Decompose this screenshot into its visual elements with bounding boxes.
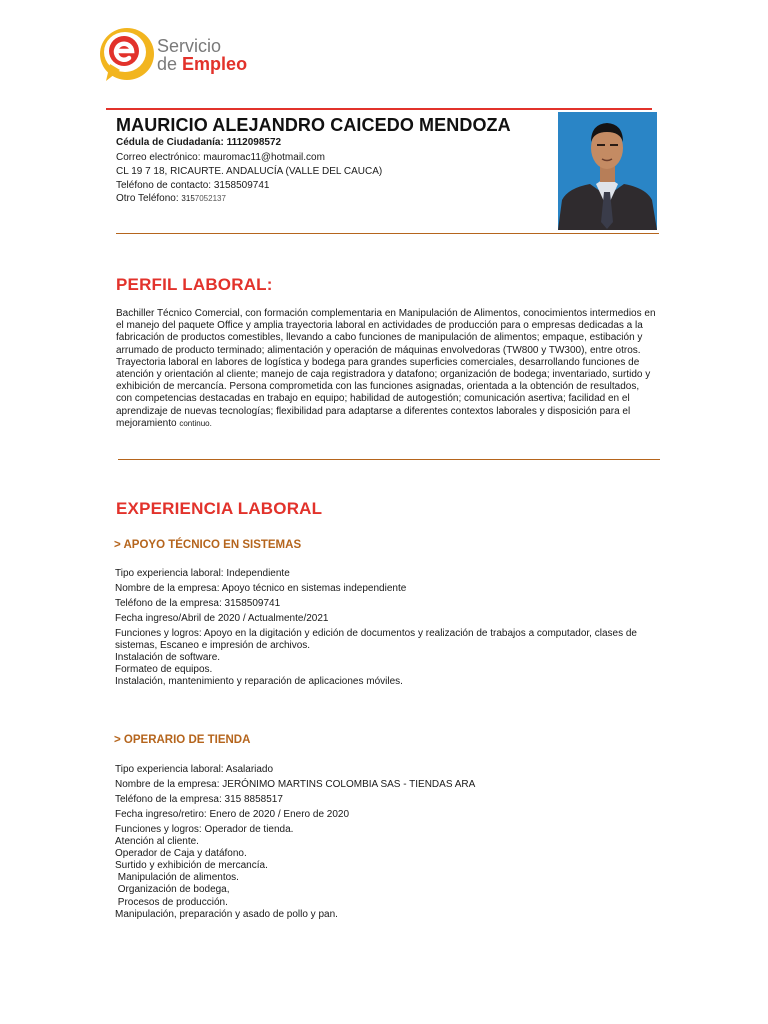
candidate-name: MAURICIO ALEJANDRO CAICEDO MENDOZA (116, 115, 511, 135)
logo-text-servicio: Servicio (157, 36, 222, 56)
job-phone: Teléfono de la empresa: 315 8858517 (115, 794, 283, 805)
contact-phone: Teléfono de contacto: 3158509741 (116, 180, 270, 191)
job-details (115, 566, 655, 688)
list-item: Organización de bodega, (115, 884, 230, 896)
job-functions: Funciones y logros: Apoyo en la digitación y edición de documentos y realización de trabajos a computador, clases de sistemas, Escaneo e impresión de archivos. (115, 628, 637, 652)
servicio-de-empleo-logo (96, 24, 266, 88)
list-item: Instalación de software. (115, 652, 221, 664)
job-type: Tipo experiencia laboral: Independiente (115, 568, 290, 579)
list-item: Atención al cliente. (115, 836, 199, 848)
job-details (115, 762, 475, 921)
list-item: Surtido y exhibición de mercancía. (115, 860, 268, 872)
profile-heading: PERFIL LABORAL: (116, 275, 273, 294)
other-phone: Otro Teléfono: 3157052137 (116, 193, 226, 204)
job-phone: Teléfono de la empresa: 3158509741 (115, 598, 281, 609)
job-dates: Fecha ingreso/Abril de 2020 / Actualmente/2021 (115, 613, 329, 624)
list-item: Operador de Caja y datáfono. (115, 848, 247, 860)
job-title: > APOYO TÉCNICO EN SISTEMAS (114, 539, 302, 551)
job-dates: Fecha ingreso/retiro: Enero de 2020 / Enero de 2020 (115, 809, 350, 820)
experience-heading: EXPERIENCIA LABORAL (116, 499, 323, 518)
list-item: Procesos de producción. (115, 896, 228, 908)
list-item: Manipulación de alimentos. (115, 872, 239, 884)
profile-divider (118, 459, 660, 460)
email: Correo electrónico: mauromac11@hotmail.com (116, 152, 325, 163)
list-item: Formateo de equipos. (115, 664, 213, 676)
profile-photo (558, 112, 657, 230)
list-item: Instalación, mantenimiento y reparación de aplicaciones móviles. (115, 676, 403, 688)
job-functions: Funciones y logros: Operador de tienda. (115, 824, 294, 835)
logo-text-de-empleo: de Empleo (157, 54, 248, 74)
job-type: Tipo experiencia laboral: Asalariado (115, 764, 274, 775)
id-number: Cédula de Ciudadanía: 1112098572 (116, 137, 282, 148)
job-company: Nombre de la empresa: Apoyo técnico en sistemas independiente (115, 583, 407, 594)
address: CL 19 7 18, RICAURTE. ANDALUCÍA (VALLE DEL CAUCA) (116, 166, 383, 177)
header-divider (106, 108, 652, 110)
person-photo-icon (558, 112, 657, 230)
servicio-empleo-emblem-icon (96, 24, 156, 84)
job-title: > OPERARIO DE TIENDA (114, 734, 251, 746)
job-company: Nombre de la empresa: JERÓNIMO MARTINS COLOMBIA SAS - TIENDAS ARA (115, 779, 476, 790)
header-bottom-divider (116, 233, 659, 234)
profile-text: Bachiller Técnico Comercial, con formación complementaria en Manipulación de Alimentos, conocimientos intermedios en el manejo del paquete Office y amplia trayectoria laboral en actividades de producción para o empresas dedicadas a la fabricación de productos comestibles, llevando a cabo funciones de manipulación de alimentos; empaque, estibación y arrumado de producto terminado; alimentación y operación de máquinas envolvedoras (TW800 y TW300), entre otros. Trayectoria laboral en labores de logística y bodega para grandes superficies comerciales, desarrollando funciones de atención y orientación al cliente; manejo de caja registradora y datafono; organización de bodega; inventariado, surtido y exhibición de mercancía. Persona comprometida con las funciones asignadas, orientada a la obtención de resultados, con competencias destacadas en trabajo en equipo; habilidad de autogestión; comunicación asertiva; facilidad en el aprendizaje de nuevas tecnologías; flexibilidad para adaptarse a diferentes contextos laborales y disposición para el mejoramiento continuo. (116, 308, 656, 429)
list-item: Manipulación, preparación y asado de pollo y pan. (115, 908, 338, 920)
